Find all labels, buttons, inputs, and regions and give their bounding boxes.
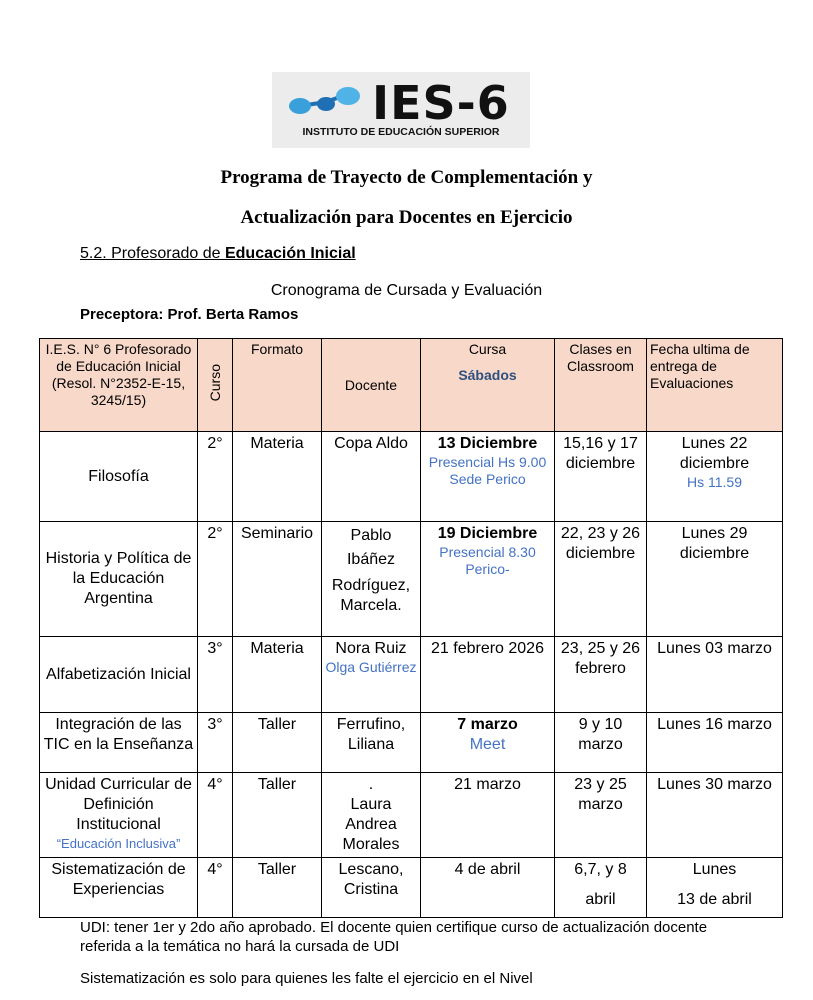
entrega-cell: Lunes 30 marzo <box>647 773 783 858</box>
table-row <box>40 637 783 713</box>
header-cursa-label: Cursa <box>468 341 507 357</box>
note-udi: UDI: tener 1er y 2do año aprobado. El docente quien certifique curso de actualización docente referida a la temática no hará la cursada de UDI <box>80 919 708 955</box>
fecha-cell <box>421 522 555 637</box>
docente-cell <box>322 773 421 858</box>
table-header-row <box>40 339 783 432</box>
fecha-cell: 4 de abril <box>421 858 555 918</box>
program-title-line-1: Programa de Trayecto de Complementación y <box>220 167 593 188</box>
materia-cell: Sistematización de Experiencias <box>40 858 198 918</box>
curso-cell: 4° <box>198 858 233 918</box>
logo-molecule-icon <box>286 84 366 120</box>
fecha-cell: 21 marzo <box>421 773 555 858</box>
entrega-line: 13 de abril <box>677 891 752 908</box>
entrega-cell: Lunes 03 marzo <box>647 637 783 713</box>
materia-cell: Alfabetización Inicial <box>40 637 198 713</box>
materia-cell: Filosofía <box>40 432 198 522</box>
entrega-info: Hs 11.59 <box>687 474 742 490</box>
entrega-line: Lunes <box>692 861 737 878</box>
cronograma-title: Cronograma de Cursada y Evaluación <box>270 282 543 299</box>
formato-cell: Taller <box>233 858 322 918</box>
header-curso: Curso <box>206 364 223 402</box>
entrega-text: Lunes 22 diciembre <box>679 435 750 472</box>
header-curso-cell <box>198 339 233 432</box>
docente-line: Rodríguez, Marcela. <box>331 577 411 614</box>
formato-cell: Materia <box>233 432 322 522</box>
table-row <box>40 522 783 637</box>
note-sistematizacion: Sistematización es solo para quienes les falte el ejercicio en el Nivel <box>80 970 533 987</box>
formato-cell: Seminario <box>233 522 322 637</box>
clases-cell: 15,16 y 17 diciembre <box>555 432 647 522</box>
clases-cell <box>555 858 647 918</box>
fecha-info: Presencial Hs 9.00 Sede Perico <box>428 454 547 487</box>
entrega-cell: Lunes 16 marzo <box>647 713 783 773</box>
curso-cell: 3° <box>198 637 233 713</box>
header-cursa <box>421 339 555 432</box>
docente-cell: Ferrufino, Liliana <box>322 713 421 773</box>
docente-cell <box>322 522 421 637</box>
section-bold: Educación Inicial <box>224 245 356 262</box>
docente-cell <box>322 637 421 713</box>
docente-text: Laura Andrea Morales <box>342 796 400 853</box>
fecha-info: Meet <box>469 736 506 753</box>
section-prefix: 5.2. Profesorado de <box>80 245 225 262</box>
table-row <box>40 432 783 522</box>
fecha-cell <box>421 713 555 773</box>
materia-info: “Educación Inclusiva” <box>56 836 181 851</box>
fecha-cell: 21 febrero 2026 <box>421 637 555 713</box>
institution-logo <box>272 72 530 148</box>
clases-cell: 23, 25 y 26 febrero <box>555 637 647 713</box>
clases-cell: 22, 23 y 26 diciembre <box>555 522 647 637</box>
entrega-cell <box>647 432 783 522</box>
header-institution: I.E.S. N° 6 Profesorado de Educación Inicial (Resol. N°2352-E-15, 3245/15) <box>40 339 198 432</box>
formato-cell: Materia <box>233 637 322 713</box>
logo-name: IES-6 <box>372 76 510 130</box>
header-clases: Clases en Classroom <box>555 339 647 432</box>
schedule-table <box>39 338 783 918</box>
materia-cell <box>40 773 198 858</box>
docente-cell: Copa Aldo <box>322 432 421 522</box>
table-row <box>40 713 783 773</box>
curso-cell: 3° <box>198 713 233 773</box>
clases-line: abril <box>585 891 616 908</box>
materia-cell: Historia y Política de la Educación Argentina <box>40 522 198 637</box>
materia-text: Unidad Curricular de Definición Institucional <box>45 776 192 833</box>
preceptora: Preceptora: Prof. Berta Ramos <box>80 306 299 323</box>
clases-cell: 23 y 25 marzo <box>555 773 647 858</box>
formato-cell: Taller <box>233 773 322 858</box>
curso-cell: 4° <box>198 773 233 858</box>
docente-line: Ibáñez <box>346 551 396 568</box>
program-title-line-2: Actualización para Docentes en Ejercicio <box>240 207 573 228</box>
fecha-bold: 7 marzo <box>457 716 518 733</box>
formato-cell: Taller <box>233 713 322 773</box>
section-heading <box>80 245 356 263</box>
table-row <box>40 858 783 918</box>
entrega-cell: Lunes 29 diciembre <box>647 522 783 637</box>
docente-line: Pablo <box>350 527 392 544</box>
clases-line: 6,7, y 8 <box>574 861 627 878</box>
logo-subtitle: INSTITUTO DE EDUCACIÓN SUPERIOR <box>302 126 500 138</box>
header-docente: Docente <box>322 339 421 432</box>
entrega-cell <box>647 858 783 918</box>
materia-cell: Integración de las TIC en la Enseñanza <box>40 713 198 773</box>
header-formato: Formato <box>233 339 322 432</box>
curso-cell: 2° <box>198 522 233 637</box>
table-row <box>40 773 783 858</box>
docente-dot: . <box>368 776 374 793</box>
docente-cell: Lescano, Cristina <box>322 858 421 918</box>
clases-cell: 9 y 10 marzo <box>555 713 647 773</box>
fecha-info: Presencial 8.30 Perico- <box>439 544 536 577</box>
curso-cell: 2° <box>198 432 233 522</box>
header-cursa-sub: Sábados <box>458 367 517 383</box>
header-fecha: Fecha ultima de entrega de Evaluaciones <box>647 339 783 432</box>
fecha-bold: 19 Diciembre <box>437 525 538 542</box>
fecha-bold: 13 Diciembre <box>437 435 538 452</box>
docente-info: Olga Gutiérrez <box>325 659 417 675</box>
fecha-cell <box>421 432 555 522</box>
docente-text: Nora Ruiz <box>335 640 407 657</box>
